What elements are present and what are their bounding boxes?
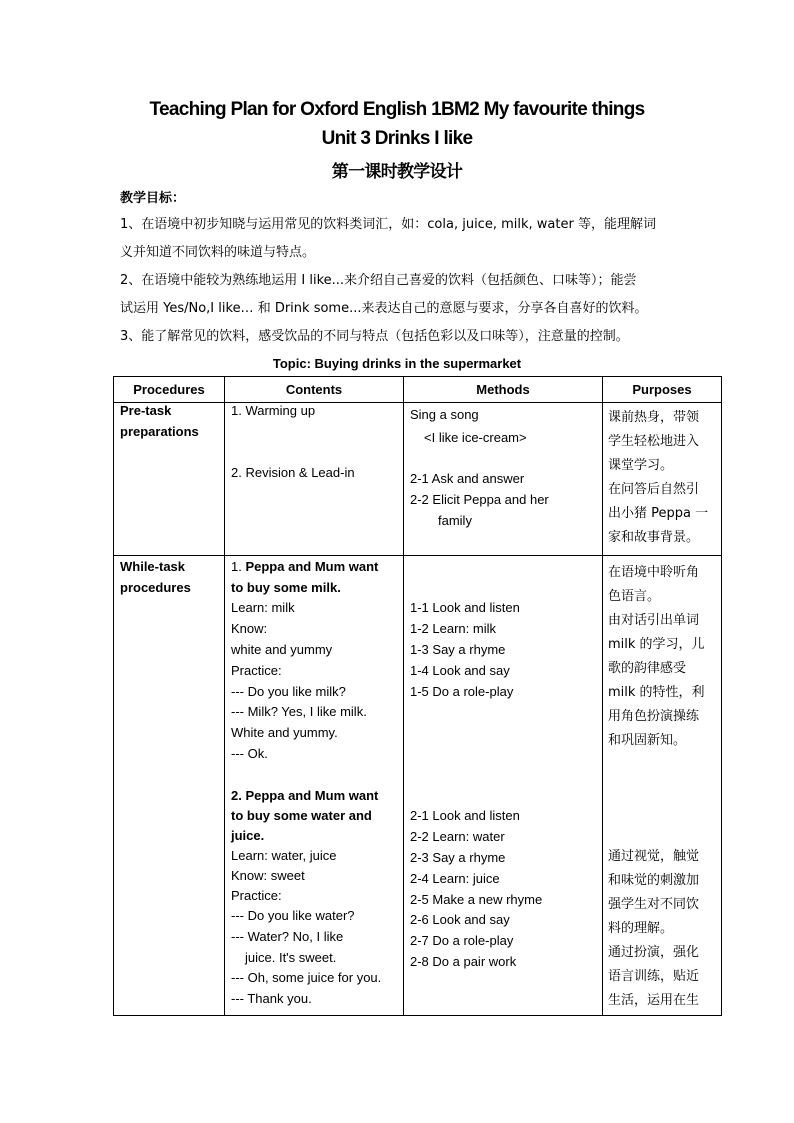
while-procedure-line: While-task — [120, 559, 186, 574]
objective-1-line-1: 1、在语境中初步知晓与运用常见的饮料类词汇，如：cola, juice, milk, water 等，能理解词 — [120, 217, 656, 232]
header-purposes: Purposes — [603, 377, 722, 403]
pre-purpose-line: 在问答后自然引 — [608, 482, 700, 497]
while-method-line: 1-1 Look and listen — [410, 600, 520, 615]
pre-purpose-line: 课前热身，带领 — [608, 410, 700, 425]
procedure-table — [113, 376, 722, 1016]
header-procedures: Procedures — [114, 377, 225, 403]
pre-purpose-line: 课堂学习。 — [608, 458, 674, 473]
header-methods: Methods — [404, 377, 603, 403]
pre-method-line: family — [438, 513, 472, 528]
lesson-subtitle: 第一课时教学设计 — [331, 162, 463, 182]
content-heading: Peppa and Mum want — [245, 559, 379, 574]
while-purpose-line: milk 的学习，儿 — [608, 637, 705, 652]
while-purpose-line: 料的理解。 — [608, 921, 674, 936]
objective-1-line-2: 义并知道不同饮料的味道与特点。 — [120, 245, 316, 260]
while-content-line: to buy some water and — [231, 808, 372, 823]
objective-3: 3、能了解常见的饮料，感受饮品的不同与特点（包括色彩以及口味等），注意量的控制。 — [120, 329, 629, 344]
while-contents-cell — [225, 556, 404, 1016]
while-purpose-line: 和巩固新知。 — [608, 733, 687, 748]
while-procedure-line: procedures — [120, 580, 191, 595]
while-content-line: white and yummy — [231, 642, 333, 657]
while-content-line: juice. It's sweet. — [245, 950, 337, 965]
while-method-line: 1-4 Look and say — [410, 663, 510, 678]
while-method-line: 2-8 Do a pair work — [410, 954, 517, 969]
objectives-heading: 教学目标： — [120, 191, 186, 206]
pre-method-line: Sing a song — [410, 407, 479, 422]
while-method-line: 1-5 Do a role-play — [410, 684, 514, 699]
while-purposes-cell — [603, 556, 722, 1016]
while-method-line: 2-7 Do a role-play — [410, 933, 514, 948]
table-row-while-task — [114, 556, 722, 1016]
pre-content-line: 2. Revision & Lead-in — [231, 465, 355, 480]
table-row-pre-task — [114, 403, 722, 556]
while-content-line: White and yummy. — [231, 725, 338, 740]
while-content-line: --- Ok. — [231, 746, 268, 761]
pre-methods-cell — [404, 403, 603, 556]
while-purpose-line: 用角色扮演操练 — [608, 709, 700, 724]
header-contents: Contents — [225, 377, 404, 403]
while-purpose-line: 和味觉的刺激加 — [608, 873, 700, 888]
pre-method-line: 2-1 Ask and answer — [410, 471, 525, 486]
while-method-line: 2-2 Learn: water — [410, 829, 505, 844]
while-method-line: 2-5 Make a new rhyme — [410, 892, 543, 907]
while-content-line: Learn: milk — [231, 600, 295, 615]
pre-content-line: 1. Warming up — [231, 403, 316, 418]
objective-2-line-2: 试运用 Yes/No,I like… 和 Drink some...来表达自己的意愿与要求，分享各自喜好的饮料。 — [120, 301, 648, 316]
while-method-line: 2-1 Look and listen — [410, 808, 520, 823]
while-purpose-line: milk 的特性，利 — [608, 685, 705, 700]
while-content-line: Learn: water, juice — [231, 848, 337, 863]
content-number: 1. — [231, 559, 246, 574]
while-content-line: Know: sweet — [231, 868, 305, 883]
while-purpose-line: 歌的韵律感受 — [608, 661, 687, 676]
while-method-line: 2-4 Learn: juice — [410, 871, 500, 886]
while-content-line: Practice: — [231, 888, 282, 903]
while-purpose-line: 在语境中聆听角 — [608, 565, 700, 580]
while-procedure-cell — [114, 556, 225, 1016]
pre-procedure-line: preparations — [120, 424, 199, 439]
while-purpose-line: 由对话引出单词 — [608, 613, 700, 628]
while-content-line: 2. Peppa and Mum want — [231, 788, 379, 803]
while-content-line: juice. — [231, 828, 265, 843]
topic-line: Topic: Buying drinks in the supermarket — [272, 356, 522, 371]
while-content-line: Practice: — [231, 663, 282, 678]
pre-procedure-line: Pre-task — [120, 403, 172, 418]
pre-purpose-line: 学生轻松地进入 — [608, 434, 700, 449]
while-content-line — [231, 559, 378, 574]
while-content-line: Know: — [231, 621, 268, 636]
while-purpose-line: 生活，运用在生 — [608, 993, 700, 1008]
while-content-line: --- Do you like milk? — [231, 684, 346, 699]
pre-method-line: <I like ice-cream> — [424, 430, 527, 445]
document-title: Teaching Plan for Oxford English 1BM2 My favourite things — [149, 99, 645, 120]
while-content-line: --- Oh, some juice for you. — [231, 970, 382, 985]
while-purpose-line: 通过视觉，触觉 — [608, 849, 700, 864]
while-purpose-line: 语言训练，贴近 — [608, 969, 700, 984]
while-method-line: 1-3 Say a rhyme — [410, 642, 506, 657]
pre-method-line: 2-2 Elicit Peppa and her — [410, 492, 549, 507]
while-method-line: 2-6 Look and say — [410, 912, 510, 927]
while-content-line: --- Milk? Yes, I like milk. — [231, 704, 367, 719]
objective-2-line-1: 2、在语境中能较为熟练地运用 I like...来介绍自己喜爱的饮料（包括颜色、口味等）；能尝 — [120, 273, 637, 288]
while-purpose-line: 色语言。 — [608, 589, 661, 604]
while-content-line: --- Thank you. — [231, 991, 312, 1006]
while-content-line: to buy some milk. — [231, 580, 341, 595]
pre-procedure-cell — [114, 403, 225, 556]
pre-purpose-line: 家和故事背景。 — [608, 530, 700, 545]
while-method-line: 1-2 Learn: milk — [410, 621, 496, 636]
while-content-line: --- Do you like water? — [231, 908, 355, 923]
pre-purpose-line: 出小猪 Peppa 一 — [608, 506, 709, 521]
while-content-line: --- Water? No, I like — [231, 929, 344, 944]
while-purpose-line: 通过扮演，强化 — [608, 945, 700, 960]
while-method-line: 2-3 Say a rhyme — [410, 850, 506, 865]
pre-purposes-cell — [603, 403, 722, 556]
table-header-row — [114, 377, 722, 403]
unit-title: Unit 3 Drinks I like — [321, 128, 473, 149]
pre-contents-cell — [225, 403, 404, 556]
while-purpose-line: 强学生对不同饮 — [608, 897, 700, 912]
while-methods-cell — [404, 556, 603, 1016]
